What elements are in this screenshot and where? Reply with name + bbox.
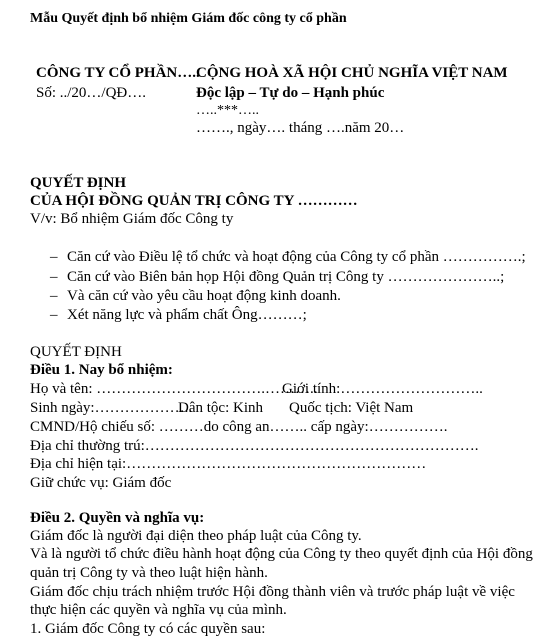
national-title: CỘNG HOÀ XÃ HỘI CHỦ NGHĨA VIỆT NAM — [196, 65, 508, 81]
decision-number: Số: ../20…/QĐ…. — [36, 85, 147, 101]
field-position: Giữ chức vụ: Giám đốc — [30, 475, 172, 491]
article-1-heading: Điều 1. Nay bổ nhiệm: — [30, 362, 173, 378]
national-motto: Độc lập – Tự do – Hạnh phúc — [196, 85, 385, 101]
article-2-line: Giám đốc là người đại diện theo pháp luật của Công ty. — [30, 528, 362, 544]
basis-item: Căn cứ vào Điều lệ tổ chức và hoạt động của Công ty cổ phần …………….; — [67, 249, 526, 265]
basis-item: Và căn cứ vào yêu cầu hoạt động kinh doanh. — [67, 288, 341, 304]
field-permanent-address: Địa chỉ thường trú:…………………………………………………………. — [30, 438, 479, 454]
decision-authority: CỦA HỘI ĐỒNG QUẢN TRỊ CÔNG TY ………… — [30, 193, 358, 209]
basis-bullet: – — [50, 288, 58, 304]
basis-item: Xét năng lực và phẩm chất Ông………; — [67, 307, 307, 323]
article-2-line: thực hiện các quyền và nghĩa vụ của mình. — [30, 602, 287, 618]
article-2-line: Giám đốc chịu trách nhiệm trước Hội đồng thành viên và trước pháp luật về việc — [30, 584, 515, 600]
date-line: ……., ngày…. tháng ….năm 20… — [196, 120, 405, 136]
basis-bullet: – — [50, 269, 58, 285]
field-current-address: Địa chỉ hiện tại:…………………………………………………… — [30, 456, 427, 472]
field-ethnicity: Dân tộc: Kinh — [178, 400, 263, 416]
company-name: CÔNG TY CỔ PHẦN….. — [36, 65, 200, 81]
motto-divider: …..***….. — [196, 103, 259, 118]
decide-label: QUYẾT ĐỊNH — [30, 344, 122, 360]
basis-item: Căn cứ vào Biên bản họp Hội đồng Quản trị Công ty …………………..; — [67, 269, 505, 285]
article-2-line: quản trị Công ty và theo luật hiện hành. — [30, 565, 268, 581]
article-2-heading: Điều 2. Quyền và nghĩa vụ: — [30, 510, 205, 526]
field-full-name: Họ và tên: …………………………….……….. — [30, 381, 318, 397]
article-2-line: 1. Giám đốc Công ty có các quyền sau: — [30, 621, 266, 637]
field-gender: Giới tính:……………………….. — [282, 381, 483, 397]
basis-bullet: – — [50, 307, 58, 323]
basis-bullet: – — [50, 249, 58, 265]
document-title: Mẫu Quyết định bổ nhiệm Giám đốc công ty cổ phần — [30, 11, 347, 26]
article-2-line: Và là người tổ chức điều hành hoạt động của Công ty theo quyết định của Hội đồng — [30, 546, 533, 562]
decision-title: QUYẾT ĐỊNH — [30, 175, 126, 191]
field-nationality: Quốc tịch: Việt Nam — [289, 400, 414, 416]
field-date-of-birth: Sinh ngày:……………….. — [30, 400, 193, 416]
decision-subject: V/v: Bổ nhiệm Giám đốc Công ty — [30, 211, 234, 227]
field-id-number: CMND/Hộ chiếu số: ………do công an…….. cấp ngày:……………. — [30, 419, 448, 435]
